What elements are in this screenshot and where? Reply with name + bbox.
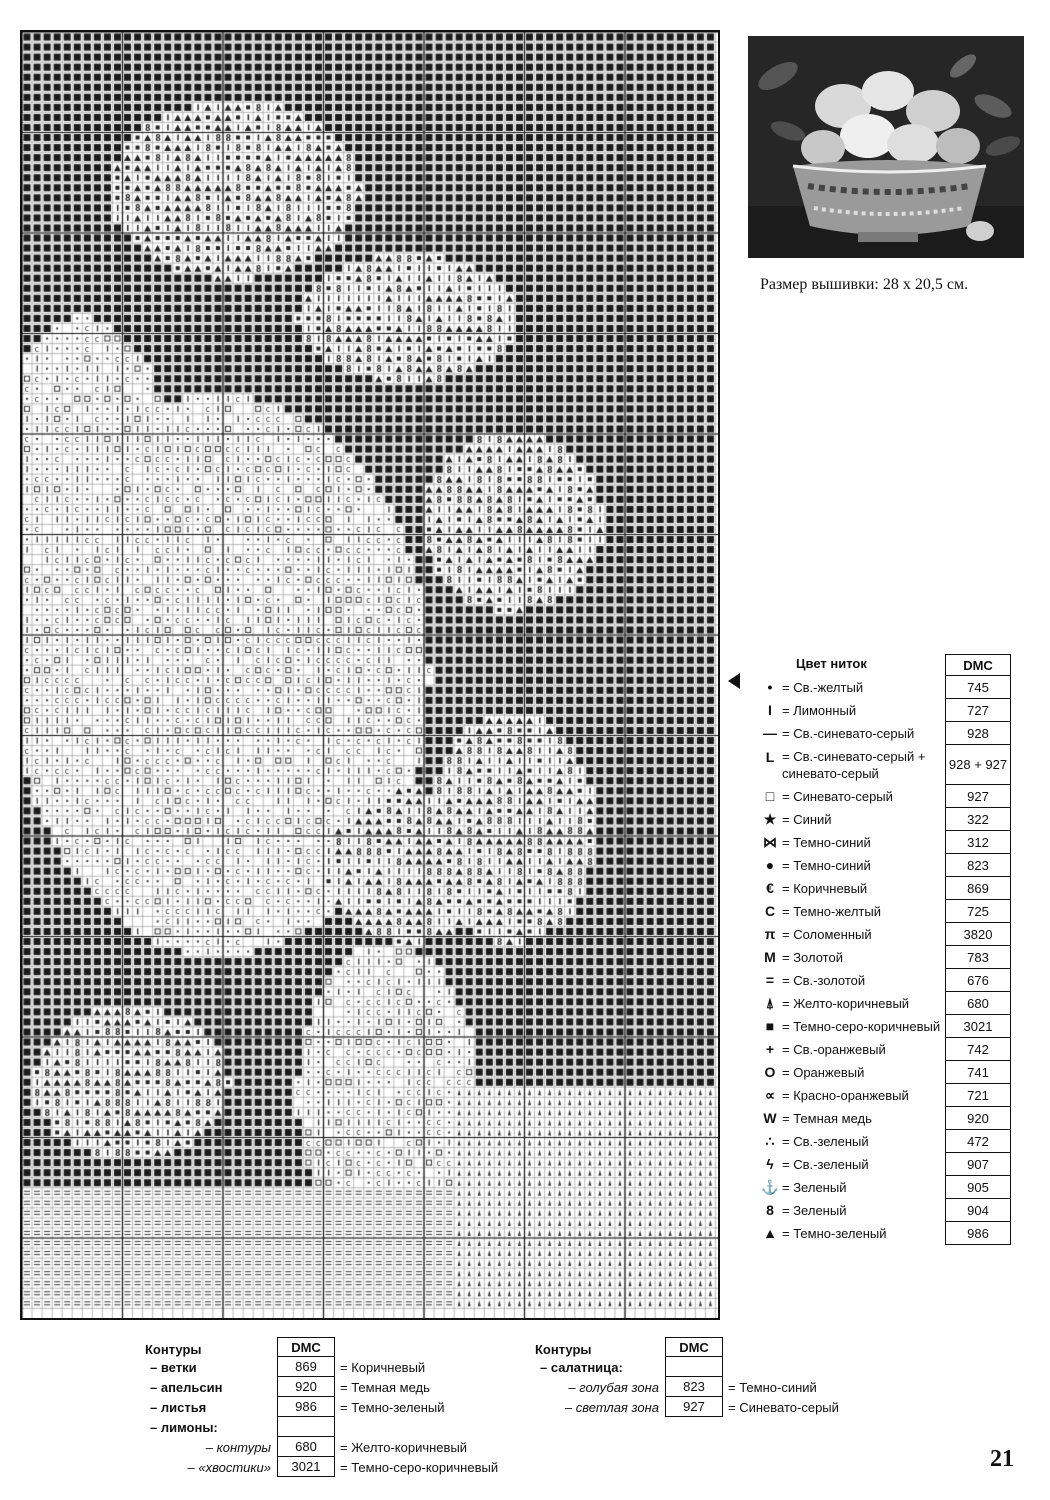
legend-item [760, 699, 1020, 722]
dmc-code: 727 [945, 699, 1011, 722]
contour-label: – «хвостики» [187, 1460, 271, 1475]
chart-grid-canvas [22, 32, 718, 1318]
thread-color-name: = Св.-золотой [782, 973, 866, 988]
legend-item [760, 900, 1020, 923]
thread-color-name: = Темно-синий [782, 858, 871, 873]
contour-label: – лимоны: [150, 1420, 218, 1435]
page-number: 21 [990, 1446, 1014, 1472]
legend-item [760, 676, 1020, 699]
thread-color-name: = Оранжевый [782, 1065, 865, 1080]
legend-item [760, 1015, 1020, 1038]
contour-color-name: = Темно-синий [728, 1380, 817, 1395]
legend-item [760, 1199, 1020, 1222]
thread-color-name: = Темно-серо-коричневый [782, 1019, 941, 1034]
contours-dmc-header: DMC [277, 1337, 335, 1357]
thread-color-name: = Синевато-серый [782, 789, 893, 804]
contour-dmc-code: 3021 [277, 1457, 335, 1477]
stitch-symbol-icon: = [765, 972, 775, 988]
contour-dmc-code: 927 [665, 1397, 723, 1417]
stitch-symbol-icon: ϟ [766, 1156, 774, 1172]
legend-item [760, 1061, 1020, 1084]
stitch-symbol-icon: L [765, 749, 775, 765]
thread-color-name: = Золотой [782, 950, 843, 965]
thread-color-name: = Св.-зеленый [782, 1157, 869, 1172]
thread-color-name: = Желто-коричневый [782, 996, 910, 1011]
contour-dmc-code: 986 [277, 1397, 335, 1417]
dmc-code: 312 [945, 831, 1011, 854]
contour-label: – листья [150, 1400, 207, 1415]
dmc-code: 869 [945, 877, 1011, 900]
chart-center-arrow-icon [728, 673, 740, 689]
thread-color-name: = Соломенный [782, 927, 872, 942]
legend-item [760, 854, 1020, 877]
dmc-code: 741 [945, 1061, 1011, 1084]
legend-item [760, 1153, 1020, 1176]
contour-color-name: = Темно-серо-коричневый [340, 1460, 499, 1475]
contours-title: Контуры [535, 1342, 592, 1357]
dmc-code: 920 [945, 1107, 1011, 1130]
thread-color-name: = Св.-синевато-серый [782, 726, 915, 741]
thread-color-name: = Зеленый [782, 1203, 847, 1218]
stitch-symbol-icon: ∝ [764, 1087, 775, 1103]
thread-color-name: = Св.-зеленый [782, 1134, 869, 1149]
thread-color-name: = Св.-оранжевый [782, 1042, 886, 1057]
thread-color-name: = Синий [782, 812, 832, 827]
legend-item [760, 1130, 1020, 1153]
legend-item [760, 1038, 1020, 1061]
contour-dmc-code: 680 [277, 1437, 335, 1457]
thread-color-name: = Темная медь [782, 1111, 872, 1126]
legend-item [760, 1107, 1020, 1130]
legend-item [760, 923, 1020, 946]
dmc-code: 680 [945, 992, 1011, 1015]
thread-color-name: = Темно-синий [782, 835, 871, 850]
contour-dmc-code: 869 [277, 1357, 335, 1377]
legend-item [760, 785, 1020, 808]
embroidery-size-caption: Размер вышивки: 28 x 20,5 см. [760, 276, 969, 293]
dmc-code: 742 [945, 1038, 1011, 1061]
dmc-code: 928 [945, 722, 1011, 745]
stitch-symbol-icon: ⋈ [763, 834, 777, 850]
contour-label: – ветки [150, 1360, 197, 1375]
legend-item [760, 745, 1020, 785]
dmc-code: 322 [945, 808, 1011, 831]
thread-color-name: = Зеленый [782, 1180, 847, 1195]
dmc-code: 783 [945, 946, 1011, 969]
contour-label: – контуры [205, 1440, 271, 1455]
dmc-code: 725 [945, 900, 1011, 923]
stitch-symbol-icon: — [763, 725, 777, 741]
contour-dmc-code: 920 [277, 1377, 335, 1397]
dmc-code: 721 [945, 1084, 1011, 1107]
legend-item [760, 946, 1020, 969]
contour-label: – апельсин [150, 1380, 223, 1395]
stitch-symbol-icon: I [768, 702, 772, 718]
stitch-symbol-icon: ⚓ [761, 1179, 779, 1195]
thread-color-name: = Св.-желтый [782, 680, 864, 695]
dmc-code: 472 [945, 1130, 1011, 1153]
stitch-symbol-icon: 8 [766, 1202, 774, 1218]
dmc-code: 904 [945, 1199, 1011, 1222]
stitch-symbol-icon: O [764, 1064, 776, 1080]
embroidery-photo [748, 36, 1024, 258]
stitch-symbol-icon: W [763, 1110, 777, 1126]
stitch-symbol-icon: ⍋ [765, 995, 775, 1011]
stitch-symbol-icon: + [765, 1041, 775, 1057]
contour-color-name: = Синевато-серый [728, 1400, 839, 1415]
contour-color-name: = Желто-коричневый [340, 1440, 468, 1455]
contour-dmc-code: 823 [665, 1377, 723, 1397]
legend-item [760, 808, 1020, 831]
stitch-symbol-icon: • [767, 679, 773, 695]
legend-item [760, 969, 1020, 992]
contour-dmc-code [665, 1357, 723, 1377]
dmc-code: 928 + 927 [945, 745, 1011, 785]
dmc-code: 986 [945, 1222, 1011, 1245]
cross-stitch-chart [20, 30, 720, 1320]
legend-header-dmc: DMC [945, 654, 1011, 676]
legend-item [760, 1176, 1020, 1199]
dmc-code: 745 [945, 676, 1011, 699]
contours-title: Контуры [145, 1342, 202, 1357]
dmc-code: 3021 [945, 1015, 1011, 1038]
thread-color-name: = Темно-желтый [782, 904, 881, 919]
contour-label: – салатница: [540, 1360, 623, 1375]
thread-color-name: = Коричневый [782, 881, 868, 896]
contour-dmc-code [277, 1417, 335, 1437]
dmc-code: 907 [945, 1153, 1011, 1176]
dmc-code: 676 [945, 969, 1011, 992]
stitch-symbol-icon: M [764, 949, 776, 965]
dmc-code: 905 [945, 1176, 1011, 1199]
contour-label: – светлая зона [564, 1400, 659, 1415]
contour-color-name: = Коричневый [340, 1360, 426, 1375]
stitch-symbol-icon: ∴ [765, 1133, 775, 1149]
contour-label: – голубая зона [568, 1380, 659, 1395]
dmc-code: 927 [945, 785, 1011, 808]
dmc-code: 823 [945, 854, 1011, 877]
stitch-symbol-icon: ■ [765, 1018, 775, 1034]
stitch-symbol-icon: □ [765, 788, 775, 804]
legend-header-thread-color: Цвет ниток [796, 656, 867, 671]
contour-color-name: = Темно-зеленый [340, 1400, 445, 1415]
lemon-bowl-image [748, 36, 1024, 258]
stitch-symbol-icon: π [764, 926, 776, 942]
legend-item [760, 1222, 1020, 1245]
stitch-symbol-icon: C [764, 903, 776, 919]
stitch-symbol-icon: ▲ [763, 1225, 777, 1241]
thread-color-name: = Темно-зеленый [782, 1226, 887, 1241]
thread-color-name: = Красно-оранжевый [782, 1088, 909, 1103]
legend-item [760, 722, 1020, 745]
stitch-symbol-icon: € [766, 880, 774, 896]
legend-item [760, 992, 1020, 1015]
legend-item [760, 1084, 1020, 1107]
stitch-symbol-icon: ● [765, 857, 775, 873]
thread-color-name: = Лимонный [782, 703, 857, 718]
thread-color-name: = Св.-синевато-серый + синевато-серый [782, 749, 926, 781]
legend-item [760, 877, 1020, 900]
dmc-code: 3820 [945, 923, 1011, 946]
contour-color-name: = Темная медь [340, 1380, 430, 1395]
contours-dmc-header: DMC [665, 1337, 723, 1357]
stitch-symbol-icon: ★ [763, 811, 777, 827]
legend-item [760, 831, 1020, 854]
